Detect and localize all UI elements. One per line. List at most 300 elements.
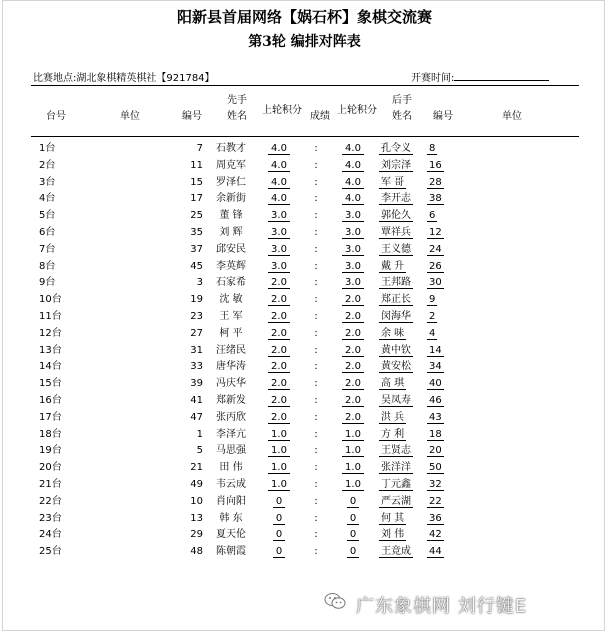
name-second-cell	[377, 527, 425, 544]
score-second-cell	[329, 158, 377, 175]
name-first-cell: 陈朝霞	[216, 546, 246, 558]
name-second-cell	[377, 208, 425, 225]
unit-first-cell	[81, 326, 163, 343]
board-cell: 17台	[39, 411, 62, 423]
num-first-cell: 49	[190, 478, 203, 490]
table-row	[31, 544, 579, 561]
name-second-cell	[377, 343, 425, 360]
unit-first-cell	[81, 410, 163, 427]
num-second-cell-value: 32	[429, 478, 442, 490]
watermark	[318, 586, 563, 618]
name-second-cell	[377, 225, 425, 242]
name-second-cell-value: 严云湖	[381, 495, 411, 507]
unit-first-cell	[81, 443, 163, 460]
num-second-cell	[425, 292, 455, 309]
num-second-cell	[425, 343, 455, 360]
num-second-cell-value: 24	[429, 243, 442, 255]
result-cell: :	[314, 226, 318, 238]
score-first-cell-value: 3.0	[268, 210, 290, 222]
score-second-cell	[329, 359, 377, 376]
unit-second-cell	[455, 410, 579, 427]
board-cell: 3台	[39, 176, 56, 188]
score-first-cell	[255, 141, 303, 158]
name-first-cell: 夏天伦	[216, 529, 246, 541]
table-row	[31, 309, 579, 326]
score-second-cell-value: 0	[347, 513, 359, 525]
result-cell: :	[314, 445, 318, 457]
unit-first-cell	[81, 527, 163, 544]
num-first-cell: 10	[190, 495, 203, 507]
unit-second-cell	[455, 343, 579, 360]
result-cell: :	[314, 210, 318, 222]
num-second-cell-value: 43	[429, 411, 442, 423]
name-first-cell: 余新街	[216, 193, 246, 205]
board-cell: 9台	[39, 277, 56, 289]
name-second-cell-value: 王邦路	[381, 277, 411, 289]
num-first-cell: 1	[196, 428, 203, 440]
score-second-cell	[329, 309, 377, 326]
score-second-cell	[329, 225, 377, 242]
board-cell: 13台	[39, 344, 62, 356]
num-second-cell	[425, 527, 455, 544]
score-second-cell	[329, 427, 377, 444]
board-cell: 10台	[39, 294, 62, 306]
num-second-cell-value: 2	[429, 310, 436, 322]
score-second-cell	[329, 141, 377, 158]
unit-first-cell	[81, 191, 163, 208]
score-first-cell-value: 2.0	[268, 361, 290, 373]
unit-first-cell	[81, 511, 163, 528]
result-cell: :	[314, 159, 318, 171]
score-second-cell	[329, 477, 377, 494]
table-row	[31, 443, 579, 460]
score-second-cell-value: 2.0	[342, 345, 364, 357]
board-cell: 6台	[39, 226, 56, 238]
table-row	[31, 208, 579, 225]
num-second-cell-value: 28	[429, 176, 442, 188]
num-second-cell	[425, 242, 455, 259]
score-second-cell-value: 3.0	[342, 227, 364, 239]
header-num-first: 编号	[182, 111, 202, 122]
score-first-cell-value: 2.0	[268, 311, 290, 323]
result-cell: :	[314, 344, 318, 356]
score-first-cell	[255, 275, 303, 292]
board-cell: 12台	[39, 327, 62, 339]
name-first-cell: 冯庆华	[216, 378, 246, 390]
num-second-cell	[425, 208, 455, 225]
num-first-cell: 27	[190, 327, 203, 339]
score-first-cell-value: 0	[273, 496, 285, 508]
unit-second-cell	[455, 309, 579, 326]
header-unit-first: 单位	[120, 111, 140, 122]
num-second-cell-value: 22	[429, 495, 442, 507]
unit-first-cell	[81, 359, 163, 376]
name-second-cell-value: 丁元鑫	[381, 478, 411, 490]
score-first-cell	[255, 427, 303, 444]
num-second-cell	[425, 376, 455, 393]
unit-second-cell	[455, 376, 579, 393]
result-cell: :	[314, 193, 318, 205]
num-second-cell	[425, 443, 455, 460]
unit-second-cell	[455, 275, 579, 292]
table-row	[31, 242, 579, 259]
table-row	[31, 191, 579, 208]
score-second-cell-value: 2.0	[342, 378, 364, 390]
score-second-cell-value: 3.0	[342, 244, 364, 256]
name-first-cell: 郑新发	[216, 394, 246, 406]
score-first-cell	[255, 359, 303, 376]
num-second-cell-value: 9	[429, 294, 436, 306]
num-second-cell-value: 16	[429, 159, 442, 171]
name-second-cell-value: 黄中钦	[381, 344, 411, 356]
result-cell: :	[314, 277, 318, 289]
result-cell: :	[314, 512, 318, 524]
num-second-cell	[425, 393, 455, 410]
score-second-cell-value: 1.0	[342, 462, 364, 474]
score-second-cell-value: 1.0	[342, 479, 364, 491]
name-second-cell-value: 高 琪	[381, 378, 405, 390]
score-second-cell-value: 2.0	[342, 395, 364, 407]
unit-first-cell	[81, 343, 163, 360]
board-cell: 4台	[39, 193, 56, 205]
table-row	[31, 175, 579, 192]
result-cell: :	[314, 394, 318, 406]
score-first-cell-value: 1.0	[268, 462, 290, 474]
name-first-cell: 马思强	[216, 445, 246, 457]
result-cell: :	[314, 495, 318, 507]
score-second-cell-value: 4.0	[342, 193, 364, 205]
name-first-cell: 李泽亢	[216, 428, 246, 440]
table-row	[31, 141, 579, 158]
name-first-cell: 刘 辉	[219, 226, 243, 238]
name-second-cell-value: 王竞成	[381, 546, 411, 558]
num-second-cell	[425, 494, 455, 511]
header-board: 台号	[46, 111, 66, 122]
board-cell: 20台	[39, 462, 62, 474]
score-second-cell-value: 4.0	[342, 143, 364, 155]
name-first-cell: 罗泽仁	[216, 176, 246, 188]
score-second-cell	[329, 460, 377, 477]
score-second-cell-value: 3.0	[342, 210, 364, 222]
name-second-cell-value: 闵海华	[381, 310, 411, 322]
table-row	[31, 259, 579, 276]
score-first-cell-value: 4.0	[268, 193, 290, 205]
score-second-cell	[329, 443, 377, 460]
score-second-cell-value: 0	[347, 496, 359, 508]
num-second-cell	[425, 359, 455, 376]
unit-second-cell	[455, 158, 579, 175]
score-first-cell	[255, 443, 303, 460]
score-second-cell	[329, 275, 377, 292]
venue-label: 比赛地点:湖北象棋精英棋社【921784】	[33, 73, 215, 84]
num-second-cell	[425, 309, 455, 326]
board-cell: 8台	[39, 260, 56, 272]
unit-second-cell	[455, 359, 579, 376]
name-first-cell: 石教才	[216, 143, 246, 154]
unit-second-cell	[455, 544, 579, 561]
unit-second-cell	[455, 477, 579, 494]
score-second-cell	[329, 376, 377, 393]
num-second-cell-value: 14	[429, 344, 442, 356]
unit-second-cell	[455, 259, 579, 276]
score-first-cell-value: 3.0	[268, 227, 290, 239]
num-first-cell: 15	[190, 176, 203, 188]
name-first-cell: 田 伟	[219, 462, 243, 474]
score-first-cell-value: 2.0	[268, 277, 290, 289]
score-first-cell-value: 2.0	[268, 395, 290, 407]
num-second-cell-value: 8	[429, 143, 436, 154]
table-row	[31, 527, 579, 544]
num-second-cell-value: 42	[429, 529, 442, 541]
name-second-cell	[377, 191, 425, 208]
name-second-cell	[377, 359, 425, 376]
num-first-cell: 17	[190, 193, 203, 205]
name-first-cell: 韩 东	[219, 512, 243, 524]
num-second-cell	[425, 410, 455, 427]
board-cell: 7台	[39, 243, 56, 255]
name-first-cell: 肖向阳	[216, 495, 246, 507]
table-row	[31, 292, 579, 309]
table-row	[31, 460, 579, 477]
header-unit-second: 单位	[502, 111, 522, 122]
score-first-cell-value: 3.0	[268, 244, 290, 256]
unit-first-cell	[81, 259, 163, 276]
result-cell: :	[314, 529, 318, 541]
name-second-cell-value: 方 利	[381, 428, 405, 440]
board-cell: 22台	[39, 495, 62, 507]
name-second-cell	[377, 477, 425, 494]
name-first-cell: 汪绪民	[216, 344, 246, 356]
unit-second-cell	[455, 393, 579, 410]
score-second-cell-value: 2.0	[342, 328, 364, 340]
score-first-cell	[255, 410, 303, 427]
table-row	[31, 477, 579, 494]
result-cell: :	[314, 462, 318, 474]
wechat-icon	[324, 592, 346, 610]
num-second-cell	[425, 511, 455, 528]
score-first-cell-value: 3.0	[268, 261, 290, 273]
unit-first-cell	[81, 544, 163, 561]
name-first-cell: 唐华涛	[216, 361, 246, 373]
result-cell: :	[314, 260, 318, 272]
score-first-cell-value: 0	[273, 546, 285, 558]
score-second-cell	[329, 292, 377, 309]
name-second-cell	[377, 544, 425, 561]
header-name-first: 姓名	[227, 111, 247, 122]
unit-second-cell	[455, 527, 579, 544]
name-second-cell-value: 刘 伟	[381, 529, 405, 541]
board-cell: 23台	[39, 512, 62, 524]
result-cell: :	[314, 546, 318, 558]
name-first-cell: 沈 敏	[219, 294, 243, 306]
tournament-title: 阳新县首届网络【娲石杯】象棋交流赛	[176, 8, 432, 26]
result-cell: :	[314, 143, 318, 154]
num-first-cell: 5	[196, 445, 203, 457]
score-first-cell	[255, 376, 303, 393]
board-cell: 11台	[39, 310, 62, 322]
num-second-cell-value: 26	[429, 260, 442, 272]
table-row	[31, 158, 579, 175]
unit-second-cell	[455, 326, 579, 343]
name-second-cell-value: 孔令义	[381, 143, 411, 154]
score-second-cell-value: 4.0	[342, 177, 364, 189]
result-cell: :	[314, 243, 318, 255]
board-cell: 1台	[39, 143, 56, 154]
name-first-cell: 王 军	[219, 310, 243, 322]
start-time-blank	[454, 71, 549, 81]
name-second-cell-value: 何 其	[381, 512, 405, 524]
result-cell: :	[314, 478, 318, 490]
num-second-cell-value: 6	[429, 210, 436, 222]
score-second-cell	[329, 191, 377, 208]
num-second-cell	[425, 275, 455, 292]
name-second-cell	[377, 309, 425, 326]
num-first-cell: 11	[190, 159, 203, 171]
name-second-cell-value: 军 哥	[381, 176, 405, 188]
name-second-cell-value: 戴 升	[381, 260, 405, 272]
score-first-cell-value: 4.0	[268, 143, 290, 155]
score-first-cell	[255, 527, 303, 544]
unit-first-cell	[81, 393, 163, 410]
unit-first-cell	[81, 158, 163, 175]
pairings-table	[31, 141, 579, 561]
score-first-cell	[255, 208, 303, 225]
name-second-cell	[377, 141, 425, 158]
name-second-cell	[377, 460, 425, 477]
score-first-cell-value: 1.0	[268, 445, 290, 457]
score-second-cell-value: 2.0	[342, 311, 364, 323]
score-first-cell-value: 0	[273, 513, 285, 525]
name-first-cell: 邱安民	[216, 243, 246, 255]
header-second-mover: 后手	[392, 95, 412, 106]
score-first-cell-value: 1.0	[268, 429, 290, 441]
unit-second-cell	[455, 443, 579, 460]
board-cell: 5台	[39, 210, 56, 222]
header-result: 成绩	[310, 111, 330, 122]
num-first-cell: 13	[190, 512, 203, 524]
num-second-cell-value: 4	[429, 327, 436, 339]
score-second-cell-value: 3.0	[342, 277, 364, 289]
unit-second-cell	[455, 242, 579, 259]
board-cell: 18台	[39, 428, 62, 440]
name-second-cell-value: 李开志	[381, 193, 411, 205]
name-second-cell	[377, 158, 425, 175]
num-second-cell	[425, 225, 455, 242]
name-second-cell	[377, 393, 425, 410]
num-second-cell-value: 44	[429, 546, 442, 558]
num-second-cell	[425, 544, 455, 561]
result-cell: :	[314, 411, 318, 423]
name-first-cell: 韦云成	[216, 478, 246, 490]
num-second-cell-value: 30	[429, 277, 442, 289]
score-first-cell	[255, 460, 303, 477]
result-cell: :	[314, 428, 318, 440]
unit-first-cell	[81, 141, 163, 158]
score-first-cell-value: 2.0	[268, 345, 290, 357]
unit-first-cell	[81, 309, 163, 326]
score-first-cell	[255, 158, 303, 175]
table-row	[31, 275, 579, 292]
unit-first-cell	[81, 175, 163, 192]
num-second-cell	[425, 326, 455, 343]
name-second-cell-value: 郭伦久	[381, 210, 411, 222]
score-second-cell-value: 2.0	[342, 412, 364, 424]
unit-first-cell	[81, 427, 163, 444]
num-second-cell	[425, 175, 455, 192]
score-second-cell	[329, 326, 377, 343]
score-second-cell	[329, 208, 377, 225]
name-second-cell	[377, 511, 425, 528]
score-second-cell	[329, 511, 377, 528]
score-first-cell	[255, 494, 303, 511]
score-second-cell	[329, 494, 377, 511]
unit-first-cell	[81, 460, 163, 477]
board-cell: 21台	[39, 478, 62, 490]
unit-first-cell	[81, 494, 163, 511]
score-first-cell	[255, 225, 303, 242]
num-second-cell-value: 38	[429, 193, 442, 205]
table-row	[31, 343, 579, 360]
num-first-cell: 47	[190, 411, 203, 423]
score-first-cell-value: 4.0	[268, 177, 290, 189]
unit-first-cell	[81, 477, 163, 494]
score-second-cell	[329, 527, 377, 544]
score-second-cell	[329, 393, 377, 410]
score-first-cell-value: 2.0	[268, 412, 290, 424]
score-second-cell-value: 1.0	[342, 445, 364, 457]
unit-second-cell	[455, 427, 579, 444]
num-second-cell	[425, 191, 455, 208]
num-second-cell-value: 46	[429, 394, 442, 406]
unit-second-cell	[455, 460, 579, 477]
score-second-cell	[329, 544, 377, 561]
table-row	[31, 326, 579, 343]
table-row	[31, 427, 579, 444]
name-second-cell-value: 黄安松	[381, 361, 411, 373]
num-second-cell	[425, 158, 455, 175]
name-first-cell: 董 锋	[219, 210, 243, 222]
unit-second-cell	[455, 292, 579, 309]
board-cell: 2台	[39, 159, 56, 171]
unit-second-cell	[455, 141, 579, 158]
num-second-cell-value: 20	[429, 445, 442, 457]
unit-second-cell	[455, 175, 579, 192]
table-row	[31, 511, 579, 528]
num-first-cell: 3	[196, 277, 203, 289]
name-second-cell-value: 吴凤寿	[381, 394, 411, 406]
score-first-cell	[255, 326, 303, 343]
unit-first-cell	[81, 292, 163, 309]
name-second-cell	[377, 275, 425, 292]
name-second-cell-value: 王义德	[381, 243, 411, 255]
result-cell: :	[314, 176, 318, 188]
board-cell: 14台	[39, 361, 62, 373]
num-first-cell: 7	[196, 143, 203, 154]
unit-second-cell	[455, 511, 579, 528]
score-second-cell	[329, 343, 377, 360]
name-first-cell: 李英辉	[216, 260, 246, 272]
score-first-cell-value: 2.0	[268, 328, 290, 340]
score-first-cell-value: 0	[273, 529, 285, 541]
num-first-cell: 31	[190, 344, 203, 356]
result-cell: :	[314, 310, 318, 322]
num-second-cell	[425, 141, 455, 158]
result-cell: :	[314, 361, 318, 373]
score-second-cell-value: 1.0	[342, 429, 364, 441]
name-second-cell	[377, 326, 425, 343]
num-first-cell: 35	[190, 226, 203, 238]
name-second-cell	[377, 242, 425, 259]
